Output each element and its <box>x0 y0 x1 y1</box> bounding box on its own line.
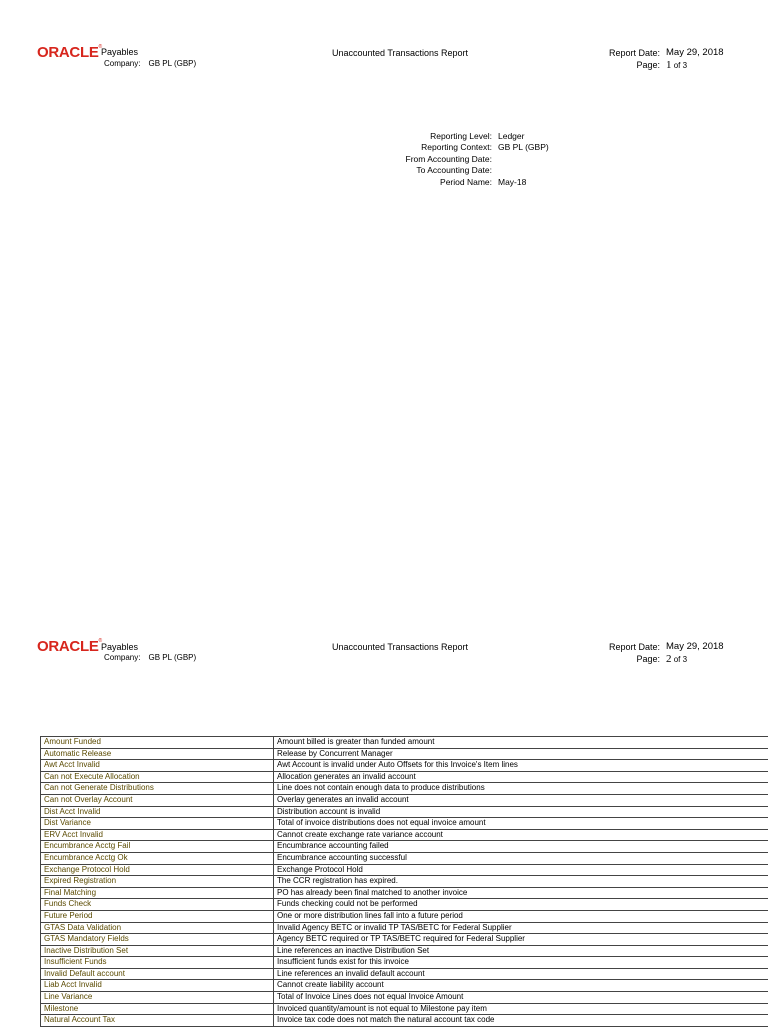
table-row <box>41 794 768 806</box>
hold-code-cell: GTAS Mandatory Fields <box>41 934 274 946</box>
table-row <box>41 934 768 946</box>
hold-code-cell: Can not Execute Allocation <box>41 771 274 783</box>
hold-code-cell: Milestone <box>41 1003 274 1015</box>
table-row <box>41 841 768 853</box>
product-name: Payables <box>101 642 138 652</box>
hold-description-cell: Overlay generates an invalid account <box>274 794 768 806</box>
hold-description-cell: Allocation generates an invalid account <box>274 771 768 783</box>
company-line <box>104 653 196 662</box>
page-label: Page: <box>560 654 660 664</box>
parameter-value: GB PL (GBP) <box>498 142 549 153</box>
hold-code-cell: Final Matching <box>41 887 274 899</box>
table-row <box>41 771 768 783</box>
hold-description-cell: Line references an inactive Distribution Set <box>274 945 768 957</box>
hold-description-cell: Awt Account is invalid under Auto Offsets for this Invoice's Item lines <box>274 760 768 772</box>
company-label: Company: <box>104 653 140 662</box>
table-row <box>41 737 768 749</box>
table-row <box>41 829 768 841</box>
hold-code-cell: Exchange Protocol Hold <box>41 864 274 876</box>
table-row <box>41 945 768 957</box>
hold-code-cell: Encumbrance Acctg Ok <box>41 852 274 864</box>
hold-code-cell: Automatic Release <box>41 748 274 760</box>
hold-code-cell: Amount Funded <box>41 737 274 749</box>
table-row <box>41 968 768 980</box>
hold-code-cell: Dist Acct Invalid <box>41 806 274 818</box>
table-row <box>41 783 768 795</box>
hold-code-cell: GTAS Data Validation <box>41 922 274 934</box>
report-date-label: Report Date: <box>560 642 660 652</box>
parameter-label: Period Name: <box>292 177 492 188</box>
company-value: GB PL (GBP) <box>148 653 196 662</box>
table-row <box>41 852 768 864</box>
hold-code-cell: Can not Generate Distributions <box>41 783 274 795</box>
table-row <box>41 818 768 830</box>
parameter-label: To Accounting Date: <box>292 165 492 176</box>
hold-code-cell: Funds Check <box>41 899 274 911</box>
hold-description-cell: Cannot create exchange rate variance account <box>274 829 768 841</box>
hold-code-cell: Line Variance <box>41 992 274 1004</box>
parameter-label: From Accounting Date: <box>292 154 492 165</box>
hold-description-cell: Distribution account is invalid <box>274 806 768 818</box>
hold-description-cell: Insufficient funds exist for this invoice <box>274 957 768 969</box>
table-row <box>41 1003 768 1015</box>
hold-description-cell: The CCR registration has expired. <box>274 876 768 888</box>
hold-description-cell: Line references an invalid default account <box>274 968 768 980</box>
hold-description-cell: Line does not contain enough data to produce distributions <box>274 783 768 795</box>
hold-code-cell: Future Period <box>41 910 274 922</box>
company-label: Company: <box>104 59 140 68</box>
report-date-value: May 29, 2018 <box>666 47 724 58</box>
hold-description-cell: Invalid Agency BETC or invalid TP TAS/BETC for Federal Supplier <box>274 922 768 934</box>
parameter-label: Reporting Level: <box>292 131 492 142</box>
parameter-value: Ledger <box>498 131 524 142</box>
table-row <box>41 980 768 992</box>
table-row <box>41 910 768 922</box>
hold-code-cell: Dist Variance <box>41 818 274 830</box>
hold-description-cell: Cannot create liability account <box>274 980 768 992</box>
hold-code-cell: Insufficient Funds <box>41 957 274 969</box>
hold-description-cell: Exchange Protocol Hold <box>274 864 768 876</box>
hold-description-cell: Encumbrance accounting failed <box>274 841 768 853</box>
hold-description-cell: Funds checking could not be performed <box>274 899 768 911</box>
company-line <box>104 59 196 68</box>
hold-code-cell: Expired Registration <box>41 876 274 888</box>
report-date-value: May 29, 2018 <box>666 641 724 652</box>
table-row <box>41 760 768 772</box>
hold-description-cell: Agency BETC required or TP TAS/BETC required for Federal Supplier <box>274 934 768 946</box>
hold-description-cell: Invoice tax code does not match the natural account tax code <box>274 1015 768 1027</box>
table-row <box>41 887 768 899</box>
table-row <box>41 806 768 818</box>
table-row <box>41 1015 768 1027</box>
hold-description-cell: One or more distribution lines fall into a future period <box>274 910 768 922</box>
hold-description-cell: Invoiced quantity/amount is not equal to Milestone pay item <box>274 1003 768 1015</box>
hold-description-cell: Release by Concurrent Manager <box>274 748 768 760</box>
page-number: 1 of 3 <box>666 59 687 71</box>
table-row <box>41 899 768 911</box>
table-row <box>41 922 768 934</box>
oracle-logo: ORACLE® <box>37 638 102 655</box>
hold-description-cell: PO has already been final matched to another invoice <box>274 887 768 899</box>
table-row <box>41 748 768 760</box>
hold-description-cell: Amount billed is greater than funded amount <box>274 737 768 749</box>
hold-code-cell: Awt Acct Invalid <box>41 760 274 772</box>
parameter-label: Reporting Context: <box>292 142 492 153</box>
hold-code-cell: Encumbrance Acctg Fail <box>41 841 274 853</box>
table-row <box>41 876 768 888</box>
oracle-logo: ORACLE® <box>37 44 102 61</box>
hold-code-cell: Inactive Distribution Set <box>41 945 274 957</box>
hold-description-cell: Total of Invoice Lines does not equal Invoice Amount <box>274 992 768 1004</box>
report-title: Unaccounted Transactions Report <box>0 642 768 652</box>
table-row <box>41 864 768 876</box>
hold-code-cell: ERV Acct Invalid <box>41 829 274 841</box>
report-title: Unaccounted Transactions Report <box>0 48 768 58</box>
hold-codes-table <box>40 736 768 1027</box>
table-row <box>41 992 768 1004</box>
report-page-2 <box>0 596 768 1024</box>
parameter-value: May-18 <box>498 177 526 188</box>
page-number: 2 of 3 <box>666 653 687 665</box>
hold-code-cell: Invalid Default account <box>41 968 274 980</box>
hold-description-cell: Encumbrance accounting successful <box>274 852 768 864</box>
hold-code-cell: Liab Acct Invalid <box>41 980 274 992</box>
company-value: GB PL (GBP) <box>148 59 196 68</box>
table-row <box>41 957 768 969</box>
page-label: Page: <box>560 60 660 70</box>
product-name: Payables <box>101 47 138 57</box>
hold-description-cell: Total of invoice distributions does not equal invoice amount <box>274 818 768 830</box>
hold-code-cell: Natural Account Tax <box>41 1015 274 1027</box>
hold-code-cell: Can not Overlay Account <box>41 794 274 806</box>
report-date-label: Report Date: <box>560 48 660 58</box>
